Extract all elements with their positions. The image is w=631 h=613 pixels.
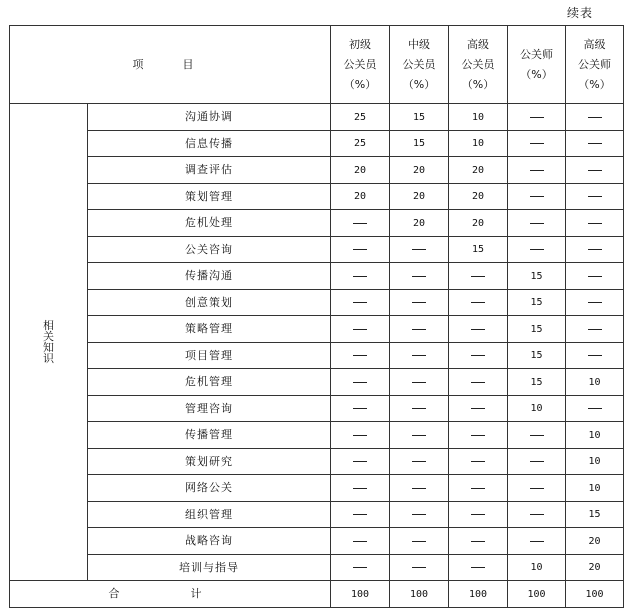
dash-mark: [588, 408, 602, 409]
row-item-name: 传播管理: [88, 422, 331, 449]
row-item-name: 调查评估: [88, 157, 331, 184]
row-item-name: 公关咨询: [88, 236, 331, 263]
column-header: [449, 26, 508, 104]
dash-mark: [471, 435, 485, 436]
table-row: [10, 263, 624, 290]
dash-mark: [588, 143, 602, 144]
dash-mark: [471, 329, 485, 330]
dash-mark: [471, 567, 485, 568]
dash-mark: [353, 541, 367, 542]
row-item-name: 项目管理: [88, 342, 331, 369]
column-header: [390, 26, 449, 104]
row-value: [390, 528, 449, 555]
row-value: [508, 157, 566, 184]
row-value: [566, 422, 624, 449]
row-value: [331, 501, 390, 528]
dash-mark: [412, 488, 426, 489]
dash-mark: [588, 117, 602, 118]
dash-mark: [471, 461, 485, 462]
row-value: [566, 236, 624, 263]
dash-mark: [353, 488, 367, 489]
weight-table: [9, 25, 624, 608]
row-value: [508, 130, 566, 157]
row-value: [331, 395, 390, 422]
column-header-line: 高级: [583, 37, 606, 51]
item-header-label: 项 目: [132, 58, 208, 71]
row-value: [508, 263, 566, 290]
dash-mark: [353, 567, 367, 568]
dash-mark: [471, 302, 485, 303]
dash-mark: [412, 329, 426, 330]
dash-mark: [412, 567, 426, 568]
dash-mark: [530, 461, 544, 462]
row-value: [390, 263, 449, 290]
row-value-text: 15: [530, 323, 543, 335]
row-item-name: 策略管理: [88, 316, 331, 343]
row-value: [449, 157, 508, 184]
dash-mark: [353, 461, 367, 462]
header-row: [10, 26, 624, 104]
row-value: [390, 501, 449, 528]
row-value: [508, 369, 566, 396]
row-value: [508, 395, 566, 422]
row-value: [566, 104, 624, 131]
dash-mark: [412, 302, 426, 303]
dash-mark: [530, 249, 544, 250]
row-value: [566, 263, 624, 290]
dash-mark: [412, 541, 426, 542]
row-item-name: 沟通协调: [88, 104, 331, 131]
row-value: [331, 422, 390, 449]
row-item-name: 策划研究: [88, 448, 331, 475]
row-value: [331, 210, 390, 237]
column-header: [508, 26, 566, 104]
dash-mark: [588, 196, 602, 197]
total-value-text: 100: [585, 588, 604, 600]
row-value: [508, 554, 566, 581]
table-row: [10, 289, 624, 316]
column-header-line: 公关员: [343, 57, 377, 71]
row-item-name: 管理咨询: [88, 395, 331, 422]
column-header-line: （%）: [578, 77, 611, 91]
dash-mark: [412, 382, 426, 383]
dash-mark: [353, 302, 367, 303]
row-value-text: 10: [530, 562, 543, 574]
dash-mark: [530, 435, 544, 436]
row-value-text: 10: [588, 429, 601, 441]
dash-mark: [353, 276, 367, 277]
row-value: [390, 236, 449, 263]
row-value: [449, 263, 508, 290]
row-item-name: 危机处理: [88, 210, 331, 237]
row-value: [331, 554, 390, 581]
column-header: [331, 26, 390, 104]
dash-mark: [471, 514, 485, 515]
row-value-text: 20: [588, 562, 601, 574]
row-value: [390, 422, 449, 449]
table-row: [10, 422, 624, 449]
row-value: [508, 448, 566, 475]
row-value: [508, 528, 566, 555]
dash-mark: [353, 382, 367, 383]
table-row: [10, 475, 624, 502]
row-item-name: 信息传播: [88, 130, 331, 157]
item-header: [10, 26, 331, 104]
row-value-text: 15: [588, 509, 601, 521]
row-value-text: 20: [588, 535, 601, 547]
dash-mark: [471, 382, 485, 383]
total-value-text: 100: [350, 588, 370, 600]
dash-mark: [353, 435, 367, 436]
row-value: [390, 289, 449, 316]
row-value-text: 20: [471, 191, 485, 203]
row-value: [390, 395, 449, 422]
row-value: [331, 316, 390, 343]
table-row: [10, 528, 624, 555]
row-value: [449, 395, 508, 422]
row-value: [331, 289, 390, 316]
row-item-name: 策划管理: [88, 183, 331, 210]
row-value-text: 10: [471, 111, 485, 123]
row-value-text: 20: [353, 164, 367, 176]
dash-mark: [412, 249, 426, 250]
table-row: [10, 395, 624, 422]
row-value: [390, 210, 449, 237]
column-header: [566, 26, 624, 104]
row-value: [331, 183, 390, 210]
row-item-name: 组织管理: [88, 501, 331, 528]
row-value: [449, 130, 508, 157]
row-value: [449, 448, 508, 475]
row-value: [390, 448, 449, 475]
dash-mark: [353, 329, 367, 330]
total-value: [449, 581, 508, 608]
total-label: 合 计: [108, 587, 232, 601]
row-value: [566, 501, 624, 528]
dash-mark: [530, 223, 544, 224]
row-value: [449, 210, 508, 237]
row-value-text: 20: [471, 217, 485, 229]
dash-mark: [588, 170, 602, 171]
dash-mark: [471, 488, 485, 489]
row-value: [566, 342, 624, 369]
row-value: [449, 501, 508, 528]
dash-mark: [530, 117, 544, 118]
row-value: [508, 210, 566, 237]
row-value: [566, 554, 624, 581]
row-value: [508, 316, 566, 343]
row-value-text: 15: [530, 270, 543, 282]
row-value: [390, 183, 449, 210]
total-value-text: 100: [409, 588, 429, 600]
dash-mark: [471, 408, 485, 409]
total-value-text: 100: [527, 588, 546, 600]
dash-mark: [588, 223, 602, 224]
row-item-name: 战略咨询: [88, 528, 331, 555]
row-value-text: 15: [412, 111, 426, 123]
row-value-text: 10: [588, 456, 601, 468]
total-value: [390, 581, 449, 608]
table-row: [10, 210, 624, 237]
dash-mark: [588, 355, 602, 356]
column-header-line: （%）: [402, 77, 436, 91]
table-row: [10, 130, 624, 157]
dash-mark: [530, 514, 544, 515]
row-value: [331, 475, 390, 502]
dash-mark: [530, 541, 544, 542]
total-value: [566, 581, 624, 608]
row-value-text: 15: [412, 138, 426, 150]
column-header-line: （%）: [343, 77, 377, 91]
row-value: [449, 342, 508, 369]
total-label-cell: [10, 581, 331, 608]
row-value: [508, 289, 566, 316]
group-label-char: 相: [43, 319, 54, 332]
row-value: [449, 369, 508, 396]
row-value: [566, 183, 624, 210]
row-value-text: 20: [412, 164, 426, 176]
total-value: [331, 581, 390, 608]
continued-table-note: 续表: [567, 6, 594, 20]
row-value: [449, 289, 508, 316]
dash-mark: [471, 355, 485, 356]
column-header-line: 高级: [467, 37, 489, 51]
column-header-line: 公关员: [402, 57, 436, 71]
row-item-name: 创意策划: [88, 289, 331, 316]
row-value-text: 15: [471, 244, 485, 256]
row-item-name: 传播沟通: [88, 263, 331, 290]
dash-mark: [588, 276, 602, 277]
dash-mark: [353, 408, 367, 409]
dash-mark: [353, 249, 367, 250]
dash-mark: [588, 249, 602, 250]
row-value-text: 20: [412, 217, 426, 229]
row-value: [566, 395, 624, 422]
row-value: [566, 130, 624, 157]
row-value: [566, 316, 624, 343]
table-row: [10, 448, 624, 475]
dash-mark: [412, 355, 426, 356]
row-item-name: 网络公关: [88, 475, 331, 502]
row-value: [390, 316, 449, 343]
row-value: [449, 554, 508, 581]
row-value: [449, 236, 508, 263]
row-value-text: 10: [530, 403, 543, 415]
dash-mark: [353, 514, 367, 515]
dash-mark: [412, 514, 426, 515]
dash-mark: [530, 143, 544, 144]
row-value-text: 10: [588, 482, 601, 494]
row-value: [566, 210, 624, 237]
row-value: [449, 528, 508, 555]
row-value-text: 15: [530, 376, 543, 388]
row-value-text: 20: [353, 191, 367, 203]
table-row: [10, 342, 624, 369]
column-header-line: 初级: [349, 37, 371, 51]
dash-mark: [530, 196, 544, 197]
group-label-char: 识: [43, 352, 54, 365]
row-value: [331, 130, 390, 157]
row-item-name: 培训与指导: [88, 554, 331, 581]
row-value: [566, 369, 624, 396]
dash-mark: [412, 461, 426, 462]
total-value-text: 100: [468, 588, 488, 600]
row-value: [390, 130, 449, 157]
row-value: [508, 236, 566, 263]
total-value: [508, 581, 566, 608]
table-row: [10, 183, 624, 210]
group-label-char: 知: [43, 341, 54, 354]
column-header-line: 中级: [408, 37, 430, 51]
table-row: [10, 236, 624, 263]
row-value-text: 20: [412, 191, 426, 203]
row-value: [566, 448, 624, 475]
row-value: [331, 236, 390, 263]
row-value-text: 25: [353, 111, 367, 123]
row-value: [331, 448, 390, 475]
row-value: [449, 422, 508, 449]
row-value-text: 25: [353, 138, 367, 150]
row-value: [449, 316, 508, 343]
row-value: [566, 289, 624, 316]
row-value: [331, 104, 390, 131]
column-header-line: （%）: [520, 67, 553, 81]
row-value: [508, 501, 566, 528]
row-value: [449, 183, 508, 210]
row-value: [390, 554, 449, 581]
total-row: [10, 581, 624, 608]
dash-mark: [412, 435, 426, 436]
row-value: [508, 422, 566, 449]
row-value: [331, 157, 390, 184]
row-value: [566, 528, 624, 555]
column-header-line: 公关师: [520, 47, 553, 61]
column-header-line: 公关师: [578, 57, 611, 71]
column-header-line: 公关员: [461, 57, 495, 71]
row-value: [508, 475, 566, 502]
dash-mark: [471, 276, 485, 277]
row-value: [508, 342, 566, 369]
row-value: [449, 475, 508, 502]
row-value: [508, 104, 566, 131]
dash-mark: [588, 302, 602, 303]
dash-mark: [530, 488, 544, 489]
row-value: [390, 104, 449, 131]
table-row: [10, 104, 624, 131]
row-value: [331, 528, 390, 555]
row-value-text: 20: [471, 164, 485, 176]
dash-mark: [588, 329, 602, 330]
row-value: [449, 104, 508, 131]
column-header-line: （%）: [461, 77, 495, 91]
row-value: [390, 369, 449, 396]
dash-mark: [412, 408, 426, 409]
dash-mark: [412, 276, 426, 277]
row-value: [390, 157, 449, 184]
table-row: [10, 554, 624, 581]
row-value-text: 10: [471, 138, 485, 150]
table-row: [10, 157, 624, 184]
row-value: [331, 369, 390, 396]
dash-mark: [530, 170, 544, 171]
row-value-text: 15: [530, 350, 543, 362]
group-label-char: 关: [43, 330, 54, 343]
dash-mark: [471, 541, 485, 542]
row-value-text: 10: [588, 376, 601, 388]
row-value: [390, 342, 449, 369]
row-value: [566, 475, 624, 502]
group-label: [10, 104, 88, 581]
dash-mark: [353, 355, 367, 356]
dash-mark: [353, 223, 367, 224]
row-item-name: 危机管理: [88, 369, 331, 396]
row-value-text: 15: [530, 297, 543, 309]
row-value: [508, 183, 566, 210]
row-value: [331, 342, 390, 369]
table-row: [10, 501, 624, 528]
row-value: [390, 475, 449, 502]
row-value: [331, 263, 390, 290]
row-value: [566, 157, 624, 184]
table-row: [10, 316, 624, 343]
table-row: [10, 369, 624, 396]
